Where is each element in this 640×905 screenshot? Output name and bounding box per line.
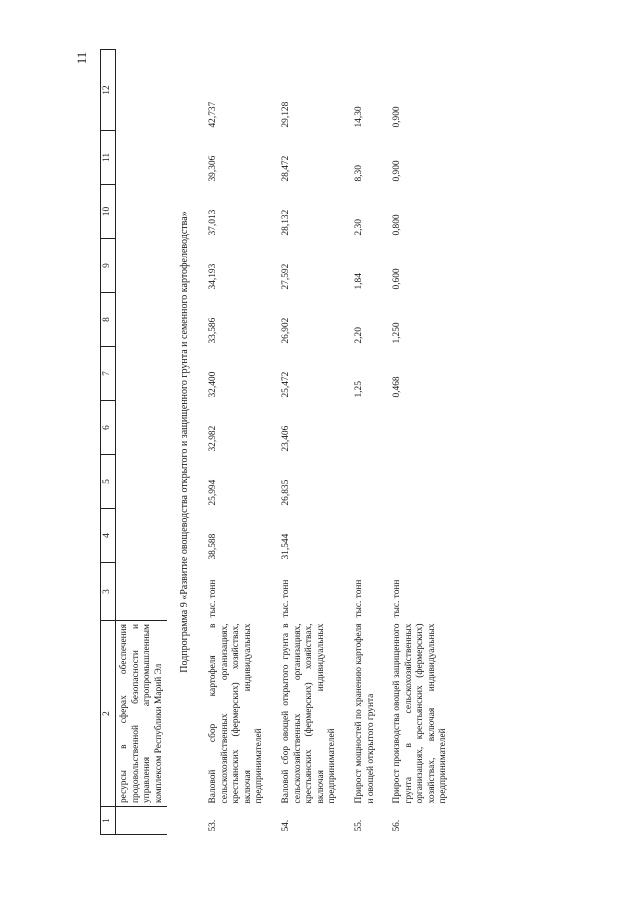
column-header: 9: [101, 239, 116, 293]
row-value: 37,013: [207, 209, 218, 236]
row-value: 28,472: [280, 155, 291, 182]
indicator-table: [100, 49, 460, 835]
column-header: 1: [101, 807, 116, 835]
row-value: 25,994: [207, 479, 218, 506]
row-value: 32,982: [207, 425, 218, 452]
row-value: 1,84: [353, 273, 364, 290]
column-header: 6: [101, 401, 116, 455]
row-value: 27,592: [280, 263, 291, 290]
row-value: 1,250: [392, 322, 403, 344]
column-header: 7: [101, 347, 116, 401]
subprogram-heading-row: [167, 50, 203, 835]
row-value: 32,400: [207, 371, 218, 398]
row-value: 25,472: [280, 371, 291, 398]
row-value: 23,406: [280, 425, 291, 452]
row-value: 2,20: [353, 327, 364, 344]
row-description: Прирост производства овощей защищенного грунта в сельскохозяйственных организациях, крестьянских (фермерских) хозяйствах, включая индивидуальных предпринимателей: [392, 623, 449, 804]
table-row: [387, 50, 460, 835]
column-header: 10: [101, 185, 116, 239]
row-value: 28,132: [280, 209, 291, 236]
empty-cells: [116, 50, 168, 621]
column-header: 2: [101, 621, 116, 807]
row-value: 38,588: [207, 533, 218, 560]
row-number: 53.: [207, 819, 218, 832]
row-value: 42,737: [207, 101, 218, 128]
row-value: 34,193: [207, 263, 218, 290]
row-value: 0,600: [392, 268, 403, 290]
row-description: ресурсы в сферах обеспечения продовольственной безопасности и управления агропромышленным комплексом Республики Марий Эл: [116, 621, 168, 807]
row-value: [349, 455, 387, 509]
row-value: 0,900: [392, 160, 403, 182]
column-header: 12: [101, 50, 116, 131]
table-row: [276, 50, 349, 835]
subprogram-title: Подпрограмма 9 «Развитие овощеводства открытого и защищенного грунта и семенного картофелеводства»: [179, 211, 191, 673]
column-header: 8: [101, 293, 116, 347]
row-number-cell: [116, 807, 168, 835]
row-value: 31,544: [280, 533, 291, 560]
row-value: [387, 455, 460, 509]
row-value: 14,30: [353, 106, 364, 128]
row-value: 1,25: [353, 381, 364, 398]
row-value: 0,468: [392, 376, 403, 398]
column-header: 11: [101, 131, 116, 185]
table-row-continued: [116, 50, 168, 835]
row-description: Валовой сбор картофеля в сельскохозяйственных организациях, крестьянских (фермерских) хозяйствах, включая индивидуальных предпринимателей: [207, 623, 265, 804]
column-header: 3: [101, 563, 116, 621]
page-number: 11: [74, 51, 89, 65]
row-number: 55.: [353, 819, 364, 832]
row-value: 0,800: [392, 214, 403, 236]
row-value: [387, 401, 460, 455]
table-row: [203, 50, 276, 835]
column-number-header: [101, 50, 116, 835]
row-value: 0,900: [392, 106, 403, 128]
row-value: 26,835: [280, 479, 291, 506]
row-number: 54.: [280, 819, 291, 832]
row-value: 2,30: [353, 219, 364, 236]
rotated-table-sheet: [100, 50, 555, 835]
column-header: 4: [101, 509, 116, 563]
table-row: [349, 50, 387, 835]
row-value: 29,128: [280, 101, 291, 128]
row-value: 8,30: [353, 165, 364, 182]
row-value: [349, 401, 387, 455]
row-value: [387, 509, 460, 563]
row-unit: тыс. тонн: [353, 579, 364, 618]
row-description: Прирост мощностей по хранению картофеля и овощей открытого грунта: [353, 623, 376, 804]
row-value: 39,306: [207, 155, 218, 182]
column-header: 5: [101, 455, 116, 509]
row-value: [349, 509, 387, 563]
row-number: 56.: [392, 819, 403, 832]
row-unit: тыс. тонн: [280, 579, 291, 618]
row-unit: тыс. тонн: [207, 579, 218, 618]
row-value: 26,902: [280, 317, 291, 344]
row-unit: тыс. тонн: [392, 579, 403, 618]
row-description: Валовой сбор овощей открытого грунта в сельскохозяйственных организациях, крестьянских (фермерских) хозяйствах, включая индивидуальных предпринимателей: [280, 623, 338, 804]
row-value: 33,586: [207, 317, 218, 344]
